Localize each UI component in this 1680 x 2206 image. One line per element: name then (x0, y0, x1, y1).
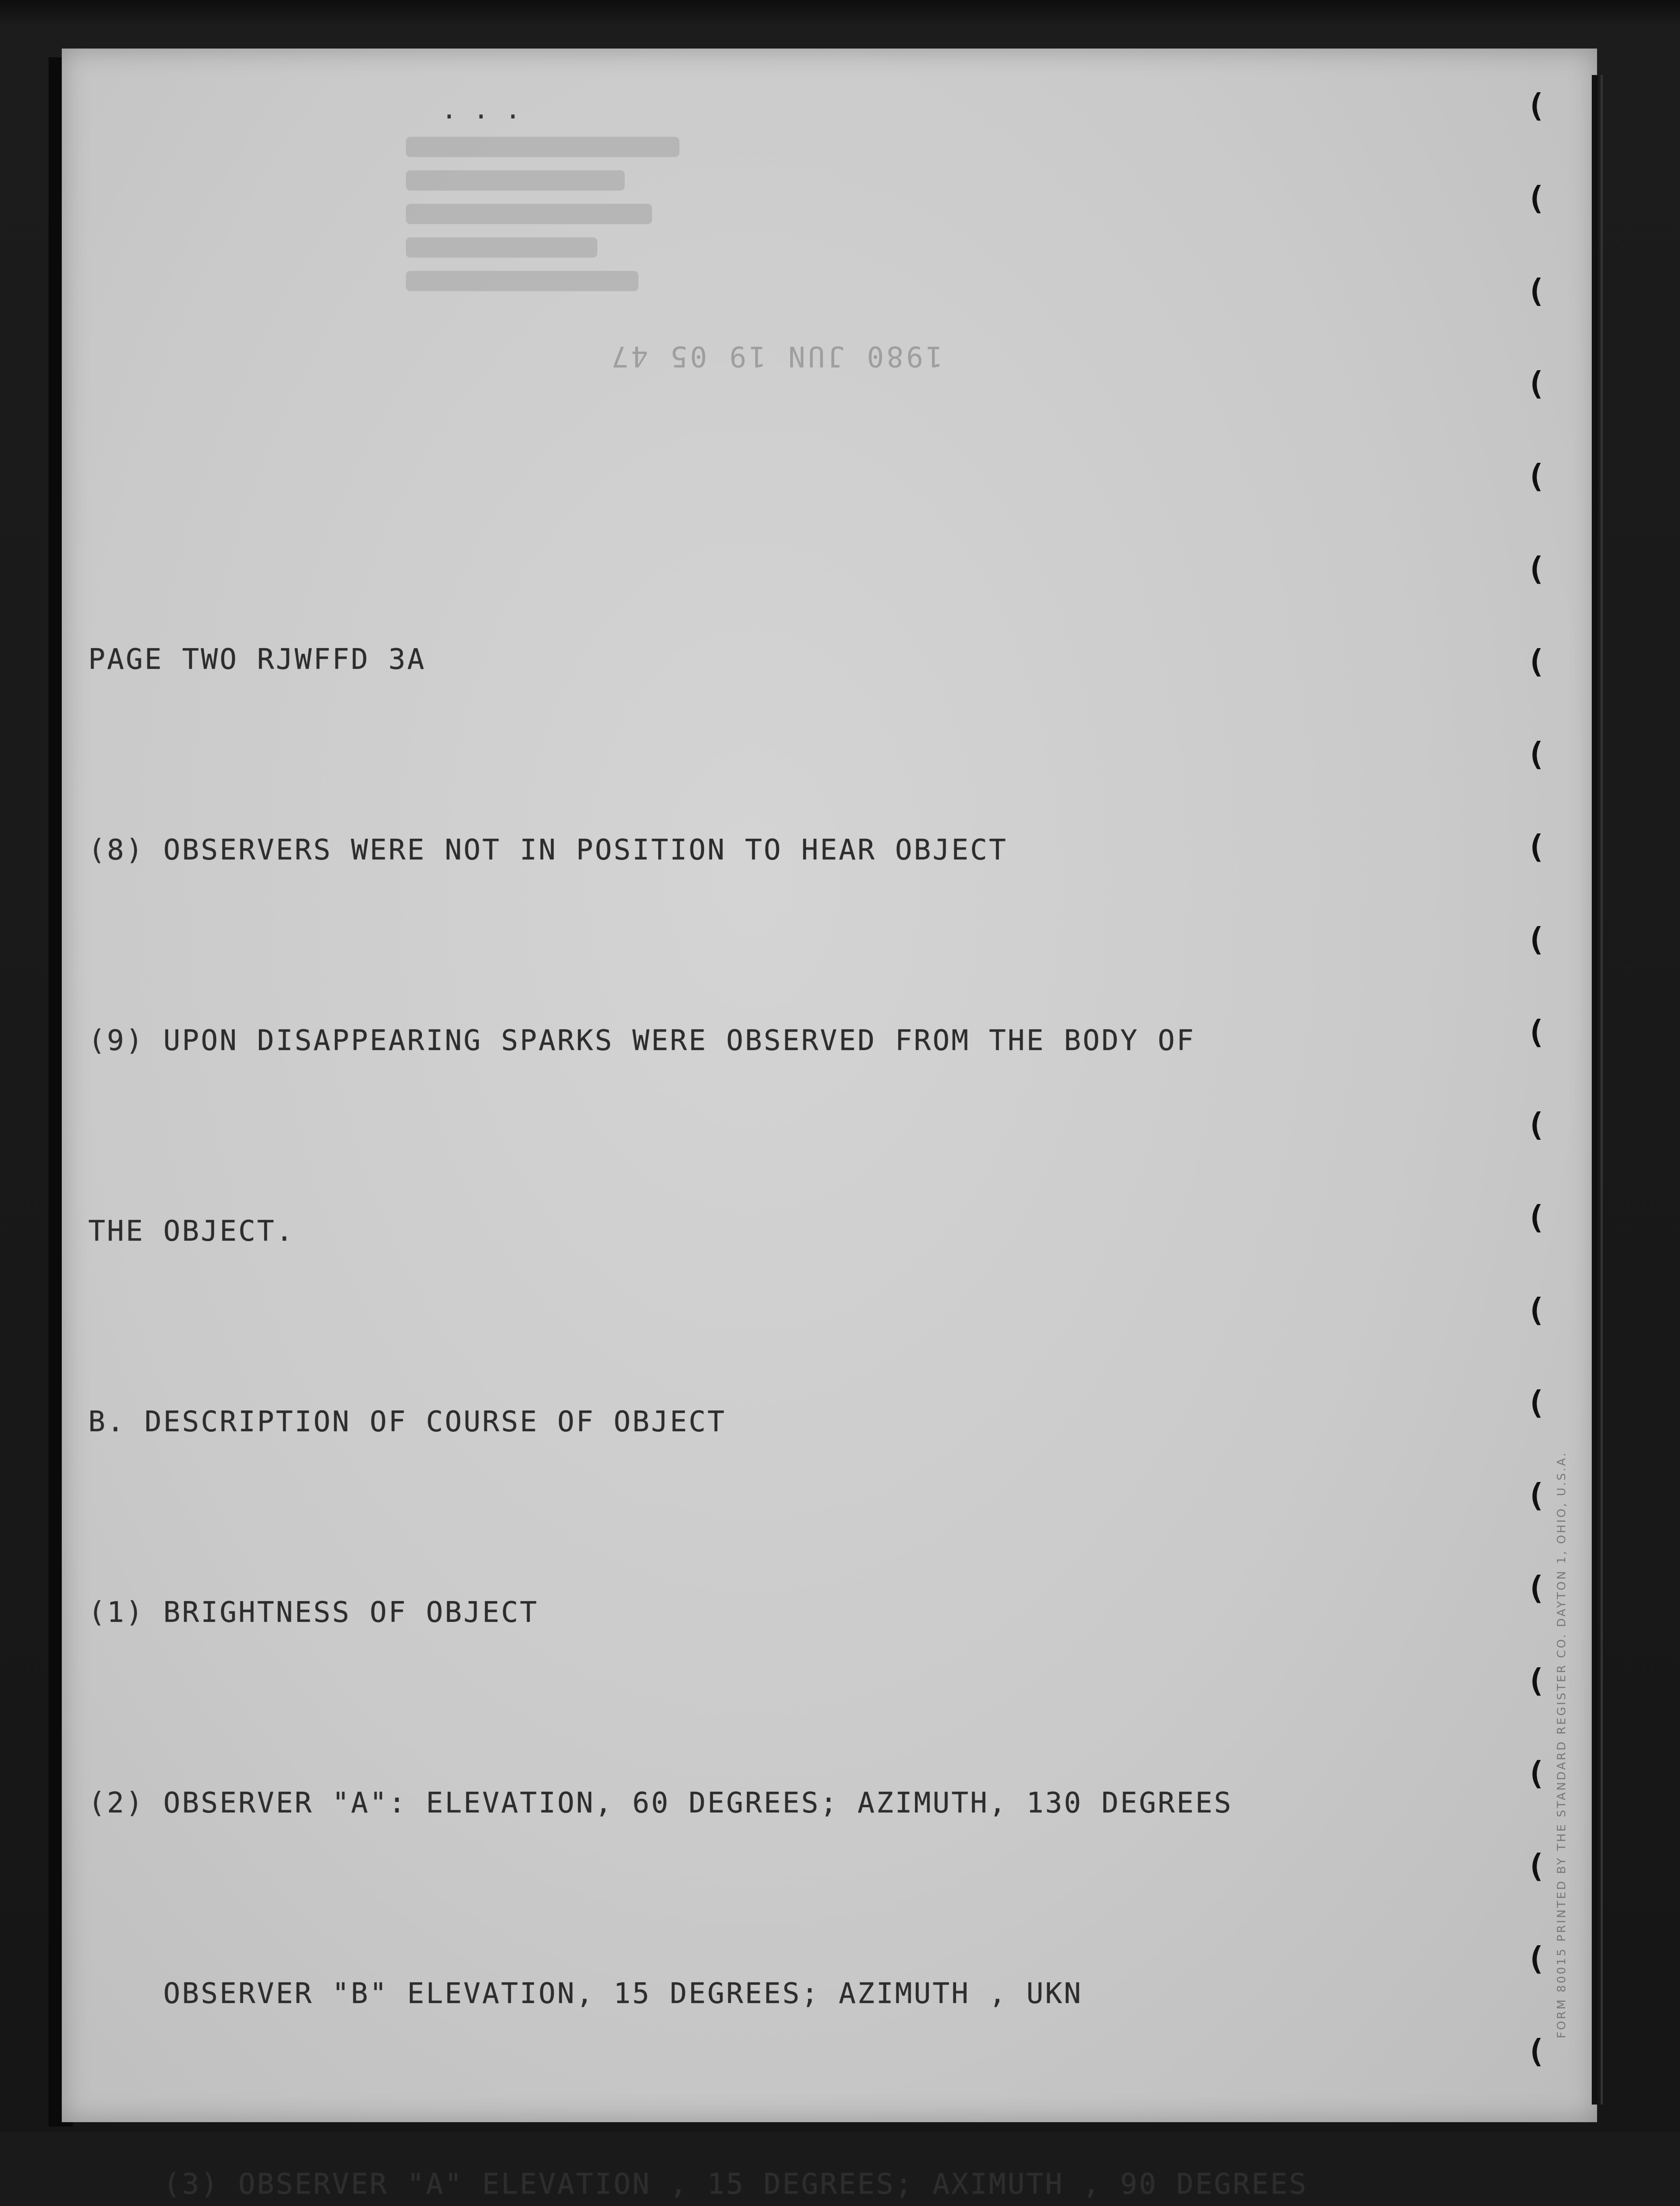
page-header: PAGE TWO RJWFFD 3A (88, 643, 426, 676)
b-item-2-observer-b: OBSERVER "B" ELEVATION, 15 DEGREES; AZIMUTH , UKN (163, 1977, 1083, 2010)
feed-hole-icon: ( (1526, 272, 1546, 309)
section-b-heading: B. DESCRIPTION OF COURSE OF OBJECT (88, 1406, 727, 1438)
feed-hole-icon: ( (1526, 735, 1546, 773)
feed-hole-icon: ( (1526, 643, 1546, 680)
faint-bleed-through (406, 124, 679, 353)
b-item-3: (3) OBSERVER "A" ELEVATION , 15 DEGREES; AXIMUTH , 90 DEGREES (163, 2168, 1308, 2201)
feed-hole-icon: ( (1526, 1662, 1546, 1699)
ink-dots: · · · (441, 101, 521, 132)
feed-hole-icon: ( (1526, 458, 1546, 495)
feed-hole-icon: ( (1526, 1940, 1546, 1977)
tractor-feed-holes (1522, 79, 1557, 2109)
feed-hole-icon: ( (1526, 921, 1546, 958)
document-body (88, 501, 1308, 2206)
feed-hole-icon: ( (1526, 87, 1546, 124)
b-item-2: (2) OBSERVER "A": ELEVATION, 60 DEGREES; AZIMUTH, 130 DEGREES (88, 1787, 1233, 1820)
form-margin-text: FORM 80015 PRINTED BY THE STANDARD REGISTER CO. DAYTON 1, OHIO, U.S.A. (1555, 1451, 1568, 2038)
feed-hole-icon: ( (1526, 2033, 1546, 2070)
feed-hole-icon: ( (1526, 1755, 1546, 1792)
right-margin-rule-thin (1601, 75, 1603, 2105)
item-8: (8) OBSERVERS WERE NOT IN POSITION TO HEAR OBJECT (88, 834, 1008, 867)
feed-hole-icon: ( (1526, 828, 1546, 865)
feed-hole-icon: ( (1526, 1569, 1546, 1606)
feed-hole-icon: ( (1526, 365, 1546, 402)
feed-hole-icon: ( (1526, 1384, 1546, 1421)
feed-hole-icon: ( (1526, 1199, 1546, 1236)
feed-hole-icon: ( (1526, 180, 1546, 217)
feed-hole-icon: ( (1526, 1291, 1546, 1328)
b-item-1: (1) BRIGHTNESS OF OBJECT (88, 1596, 539, 1629)
item-9-cont: THE OBJECT. (88, 1215, 295, 1248)
feed-hole-icon: ( (1526, 550, 1546, 587)
feed-hole-icon: ( (1526, 1477, 1546, 1514)
feed-hole-icon: ( (1526, 1013, 1546, 1050)
right-margin-rule (1592, 75, 1598, 2105)
date-stamp: 1980 JUN 19 05 47 (609, 340, 943, 372)
feed-hole-icon: ( (1526, 1106, 1546, 1143)
feed-hole-icon: ( (1526, 1847, 1546, 1884)
item-9: (9) UPON DISAPPEARING SPARKS WERE OBSERVED FROM THE BODY OF (88, 1024, 1196, 1057)
